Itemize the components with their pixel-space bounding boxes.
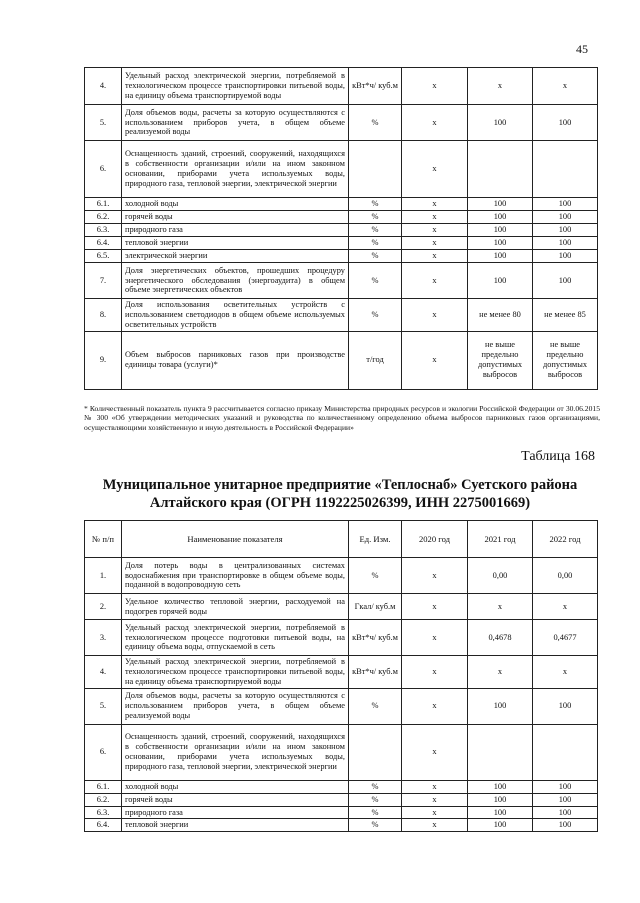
indicator-name: Оснащенность зданий, строений, сооружений, находящихся в собственности организации и/или на ином законном основании, приборами учета используемых воды, природного газа, тепловой энергии, электрической энергии (122, 141, 349, 198)
value-2022: 100 (533, 780, 598, 793)
value-2020: x (402, 198, 468, 211)
indicator-name: горячей воды (122, 793, 349, 806)
row-number: 5. (85, 105, 122, 141)
unit: % (349, 688, 402, 724)
row-number: 6. (85, 141, 122, 198)
unit: % (349, 819, 402, 832)
value-2022: 100 (533, 211, 598, 224)
row-number: 6.3. (85, 224, 122, 237)
unit: % (349, 780, 402, 793)
value-2021: 100 (468, 263, 533, 299)
value-2022: 100 (533, 237, 598, 250)
unit: % (349, 224, 402, 237)
row-number: 6.4. (85, 819, 122, 832)
row-number: 4. (85, 656, 122, 689)
table-row (85, 688, 598, 724)
value-2022: 100 (533, 198, 598, 211)
table-row (85, 724, 598, 780)
value-2021: 100 (468, 780, 533, 793)
header-num: № п/п (85, 521, 122, 558)
indicator-name: Удельный расход электрической энергии, потребляемой в технологическом процессе транспортировки питьевой воды, на единицу объема транспортируемой воды (122, 68, 349, 105)
value-2020: x (402, 819, 468, 832)
table-row (85, 656, 598, 689)
indicator-name: горячей воды (122, 211, 349, 224)
indicator-name: Удельный расход электрической энергии, потребляемой в технологическом процессе транспортировки питьевой воды, на единицу объема транспортируемой воды (122, 656, 349, 689)
indicator-name: Доля потерь воды в централизованных системах водоснабжения при транспортировке в общем объеме воды, поданной в водопроводную сеть (122, 558, 349, 594)
indicator-name: холодной воды (122, 198, 349, 211)
value-2020: x (402, 211, 468, 224)
value-2022: x (533, 68, 598, 105)
value-2021: 100 (468, 806, 533, 819)
indicator-name: Удельный расход электрической энергии, потребляемой в технологическом процессе подготовки питьевой воды, на единицу объема воды, отпускаемой в сеть (122, 620, 349, 656)
value-2020: x (402, 688, 468, 724)
value-2022: 100 (533, 105, 598, 141)
row-number: 6.1. (85, 780, 122, 793)
value-2021: 100 (468, 211, 533, 224)
value-2022 (533, 141, 598, 198)
value-2022: не выше предельно допустимых выбросов (533, 331, 598, 389)
value-2021 (468, 141, 533, 198)
value-2020: x (402, 237, 468, 250)
value-2022 (533, 724, 598, 780)
indicator-name: Оснащенность зданий, строений, сооружений, находящихся в собственности организации и/или на ином законном основании, приборами учета используемых воды, природного газа, тепловой энергии, электрической энергии (122, 724, 349, 780)
indicator-name: Доля энергетических объектов, прошедших процедуру энергетического обследования (энергоаудита) в общем объеме энергетических объектов (122, 263, 349, 299)
value-2021: x (468, 594, 533, 620)
row-number: 7. (85, 263, 122, 299)
indicator-name: Удельное количество тепловой энергии, расходуемой на подогрев горячей воды (122, 594, 349, 620)
value-2020: x (402, 299, 468, 332)
value-2021: 100 (468, 819, 533, 832)
unit: % (349, 237, 402, 250)
value-2022: 100 (533, 806, 598, 819)
table-row (85, 780, 598, 793)
unit: % (349, 793, 402, 806)
table-row (85, 68, 598, 105)
value-2021: 100 (468, 224, 533, 237)
value-2020: x (402, 263, 468, 299)
table-row (85, 237, 598, 250)
page-number: 45 (576, 42, 588, 56)
indicator-name: природного газа (122, 224, 349, 237)
row-number: 6.2. (85, 211, 122, 224)
unit: % (349, 198, 402, 211)
indicator-name: тепловой энергии (122, 237, 349, 250)
indicator-name: электрической энергии (122, 250, 349, 263)
value-2022: не менее 85 (533, 299, 598, 332)
organization-title: Муниципальное унитарное предприятие «Теплоснаб» Суетского района Алтайского края (ОГРН 1192225026399, ИНН 2275001669) (102, 477, 578, 511)
table-row (85, 198, 598, 211)
row-number: 6.4. (85, 237, 122, 250)
value-2020: x (402, 594, 468, 620)
value-2022: 100 (533, 819, 598, 832)
value-2020: x (402, 724, 468, 780)
header-2022: 2022 год (533, 521, 598, 558)
header-2021: 2021 год (468, 521, 533, 558)
value-2020: x (402, 656, 468, 689)
value-2021: не выше предельно допустимых выбросов (468, 331, 533, 389)
row-number: 3. (85, 620, 122, 656)
table-label: Таблица 168 (521, 449, 595, 464)
value-2022: 0,4677 (533, 620, 598, 656)
row-number: 6.5. (85, 250, 122, 263)
table-row (85, 224, 598, 237)
value-2020: x (402, 250, 468, 263)
value-2021: 100 (468, 688, 533, 724)
unit: кВт*ч/ куб.м (349, 656, 402, 689)
value-2021: 100 (468, 793, 533, 806)
indicator-name: природного газа (122, 806, 349, 819)
indicator-name: Доля объемов воды, расчеты за которую осуществляются с использованием приборов учета, в общем объеме реализуемой воды (122, 105, 349, 141)
header-2020: 2020 год (402, 521, 468, 558)
value-2021: x (468, 68, 533, 105)
indicators-table-continued (84, 67, 598, 390)
unit (349, 724, 402, 780)
table-row (85, 558, 598, 594)
value-2020: x (402, 558, 468, 594)
indicator-name: Объем выбросов парниковых газов при производстве единицы товара (услуги)* (122, 331, 349, 389)
unit: кВт*ч/ куб.м (349, 620, 402, 656)
value-2020: x (402, 105, 468, 141)
value-2021: 0,00 (468, 558, 533, 594)
value-2021 (468, 724, 533, 780)
value-2020: x (402, 331, 468, 389)
row-number: 8. (85, 299, 122, 332)
table-header-row (85, 521, 598, 558)
value-2022: 100 (533, 793, 598, 806)
row-number: 6.2. (85, 793, 122, 806)
value-2022: 100 (533, 250, 598, 263)
value-2021: 100 (468, 237, 533, 250)
indicators-table-168 (84, 520, 598, 832)
value-2020: x (402, 141, 468, 198)
table-row (85, 806, 598, 819)
unit: % (349, 558, 402, 594)
indicator-name: Доля использования осветительных устройств с использованием светодиодов в общем объеме используемых осветительных устройств (122, 299, 349, 332)
unit: % (349, 105, 402, 141)
unit: кВт*ч/ куб.м (349, 68, 402, 105)
footnote: * Количественный показатель пункта 9 рассчитывается согласно приказу Министерства природных ресурсов и экологии Российской Федерации от 30.06.2015 № 300 «Об утверждении методических указаний и руководства по количественному определению объема выбросов парниковых газов организациями, осуществляющими хозяйственную и иную деятельность в Российской Федерации» (84, 404, 600, 432)
indicator-name: Доля объемов воды, расчеты за которую осуществляются с использованием приборов учета, в общем объеме реализуемой воды (122, 688, 349, 724)
unit (349, 141, 402, 198)
table-row (85, 299, 598, 332)
value-2021: 100 (468, 250, 533, 263)
value-2020: x (402, 793, 468, 806)
row-number: 5. (85, 688, 122, 724)
unit: % (349, 263, 402, 299)
indicator-name: тепловой энергии (122, 819, 349, 832)
value-2022: 100 (533, 688, 598, 724)
unit: % (349, 806, 402, 819)
value-2020: x (402, 224, 468, 237)
row-number: 2. (85, 594, 122, 620)
unit: Гкал/ куб.м (349, 594, 402, 620)
unit: % (349, 250, 402, 263)
table-row (85, 620, 598, 656)
value-2022: x (533, 656, 598, 689)
table-row (85, 594, 598, 620)
table-row (85, 211, 598, 224)
table-row (85, 819, 598, 832)
unit: % (349, 211, 402, 224)
unit: % (349, 299, 402, 332)
value-2022: x (533, 594, 598, 620)
table-row (85, 105, 598, 141)
value-2022: 100 (533, 263, 598, 299)
row-number: 9. (85, 331, 122, 389)
table-row (85, 793, 598, 806)
value-2022: 100 (533, 224, 598, 237)
value-2022: 0,00 (533, 558, 598, 594)
value-2021: не менее 80 (468, 299, 533, 332)
table-row (85, 263, 598, 299)
value-2021: 100 (468, 105, 533, 141)
row-number: 6.3. (85, 806, 122, 819)
header-indicator: Наименование показателя (122, 521, 349, 558)
value-2021: x (468, 656, 533, 689)
row-number: 6.1. (85, 198, 122, 211)
unit: т/год (349, 331, 402, 389)
value-2020: x (402, 620, 468, 656)
header-unit: Ед. Изм. (349, 521, 402, 558)
value-2021: 0,4678 (468, 620, 533, 656)
value-2021: 100 (468, 198, 533, 211)
value-2020: x (402, 68, 468, 105)
indicator-name: холодной воды (122, 780, 349, 793)
table-row (85, 250, 598, 263)
value-2020: x (402, 780, 468, 793)
table-row (85, 331, 598, 389)
row-number: 1. (85, 558, 122, 594)
table-row (85, 141, 598, 198)
row-number: 4. (85, 68, 122, 105)
value-2020: x (402, 806, 468, 819)
row-number: 6. (85, 724, 122, 780)
